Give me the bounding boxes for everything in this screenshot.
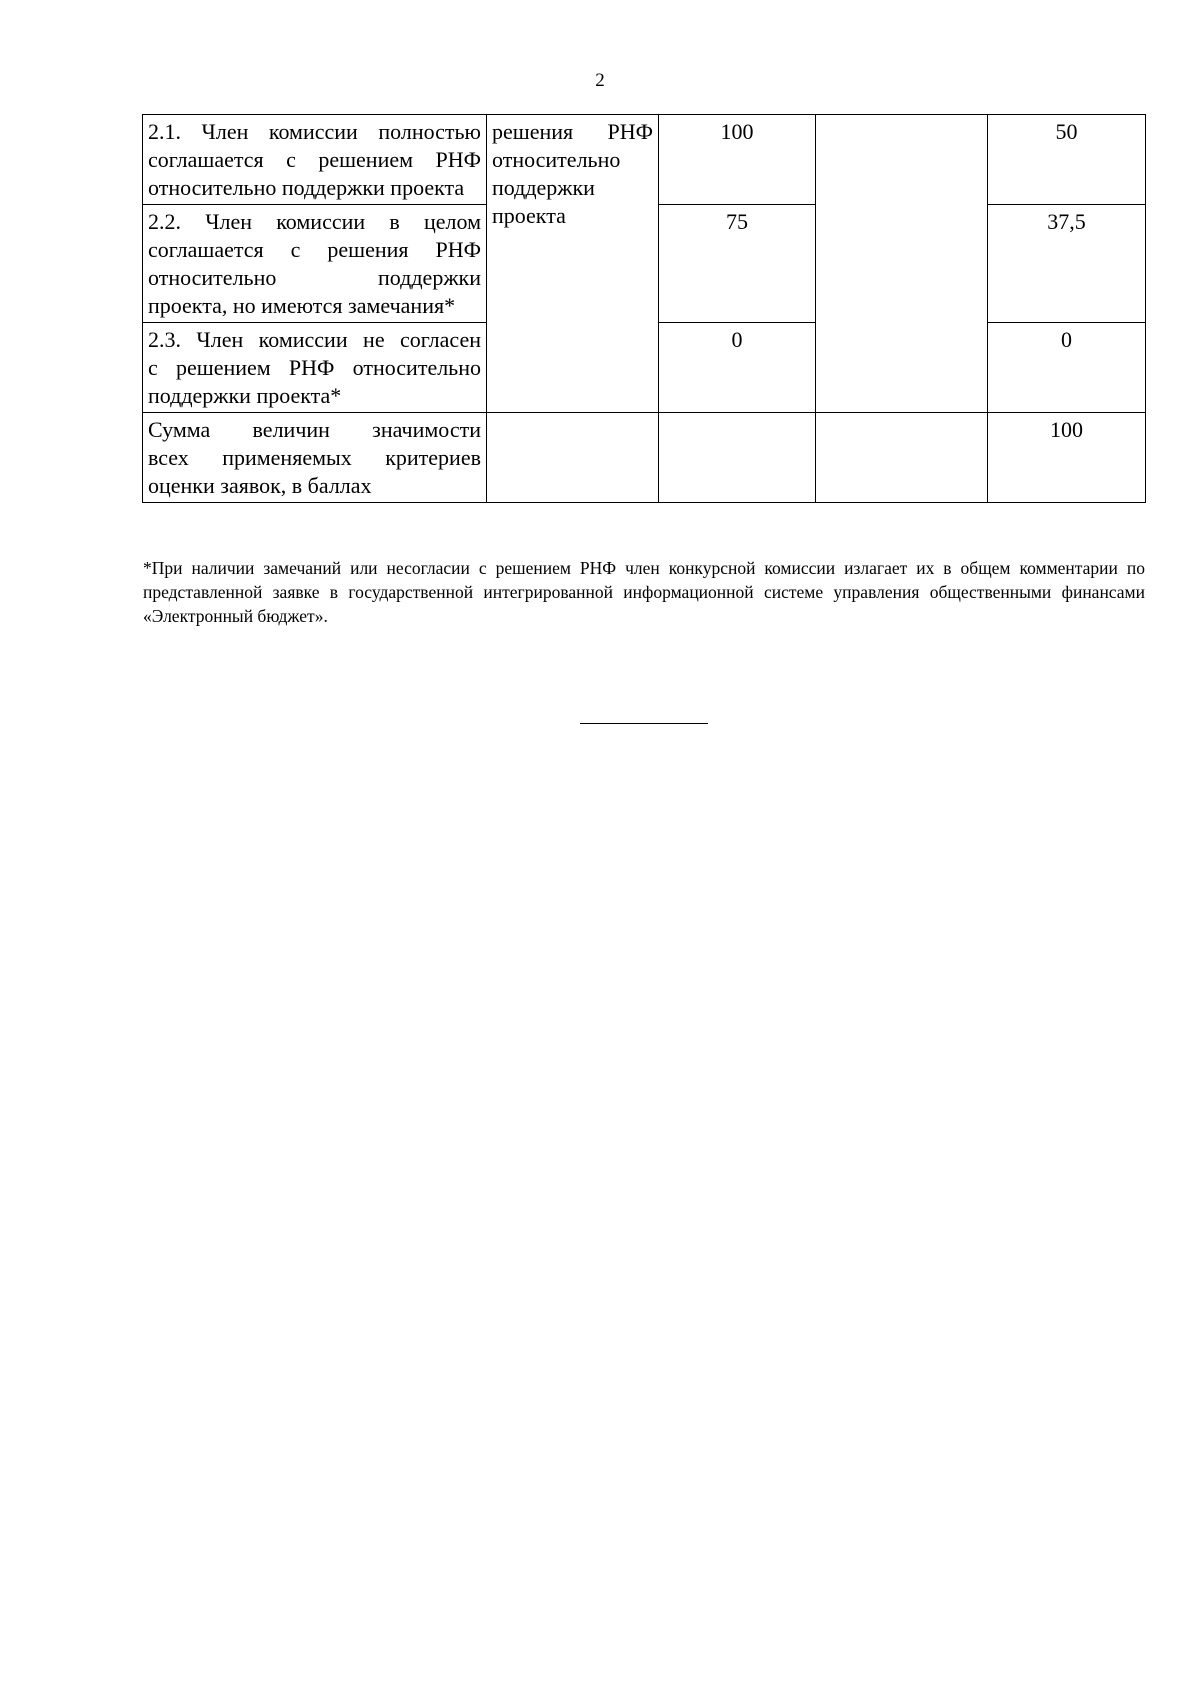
description-cell bbox=[487, 115, 659, 413]
total-row bbox=[143, 413, 1146, 503]
criterion-line: 2.3. Член комиссии не согласен bbox=[148, 327, 481, 352]
description-line: проекта bbox=[492, 203, 566, 228]
criterion-line: 2.1. Член комиссии полностью bbox=[148, 119, 481, 144]
criterion-line: поддержки проекта* bbox=[148, 383, 342, 408]
result-cell: 0 bbox=[988, 323, 1146, 413]
criterion-cell bbox=[143, 323, 487, 413]
criterion-cell bbox=[143, 115, 487, 205]
value-cell: 100 bbox=[659, 115, 816, 205]
description-line: относительно bbox=[492, 147, 621, 172]
description-line: решения РНФ bbox=[492, 119, 653, 144]
criterion-line: соглашается с решением РНФ bbox=[148, 147, 481, 172]
page-number: 2 bbox=[595, 70, 605, 91]
criterion-line: относительно поддержки проекта bbox=[148, 175, 465, 200]
table-row bbox=[143, 115, 1146, 205]
total-label-cell bbox=[143, 413, 487, 503]
result-cell: 50 bbox=[988, 115, 1146, 205]
criterion-line: относительно поддержки bbox=[148, 265, 481, 290]
total-label-line: Сумма величин значимости bbox=[148, 417, 481, 442]
description-line: поддержки bbox=[492, 175, 595, 200]
empty-cell bbox=[487, 413, 659, 503]
separator-line bbox=[580, 723, 708, 724]
criterion-line: 2.2. Член комиссии в целом bbox=[148, 209, 481, 234]
empty-cell bbox=[659, 413, 816, 503]
value-cell: 0 bbox=[659, 323, 816, 413]
criteria-table bbox=[142, 114, 1146, 503]
footnote: *При наличии замечаний или несогласии с решением РНФ член конкурсной комиссии излагает их в общем комментарии по представленной заявке в государственной интегрированной информационной системе управления общественными финансами «Электронный бюджет». bbox=[143, 557, 1145, 626]
value-cell: 75 bbox=[659, 205, 816, 323]
criterion-cell bbox=[143, 205, 487, 323]
empty-cell bbox=[816, 115, 988, 413]
empty-cell bbox=[816, 413, 988, 503]
criterion-line: проекта, но имеются замечания* bbox=[148, 293, 456, 318]
criterion-line: с решением РНФ относительно bbox=[148, 355, 481, 380]
result-cell: 37,5 bbox=[988, 205, 1146, 323]
criterion-line: соглашается с решения РНФ bbox=[148, 237, 481, 262]
total-label-line: оценки заявок, в баллах bbox=[148, 473, 372, 498]
total-result-cell: 100 bbox=[988, 413, 1146, 503]
total-label-line: всех применяемых критериев bbox=[148, 445, 481, 470]
